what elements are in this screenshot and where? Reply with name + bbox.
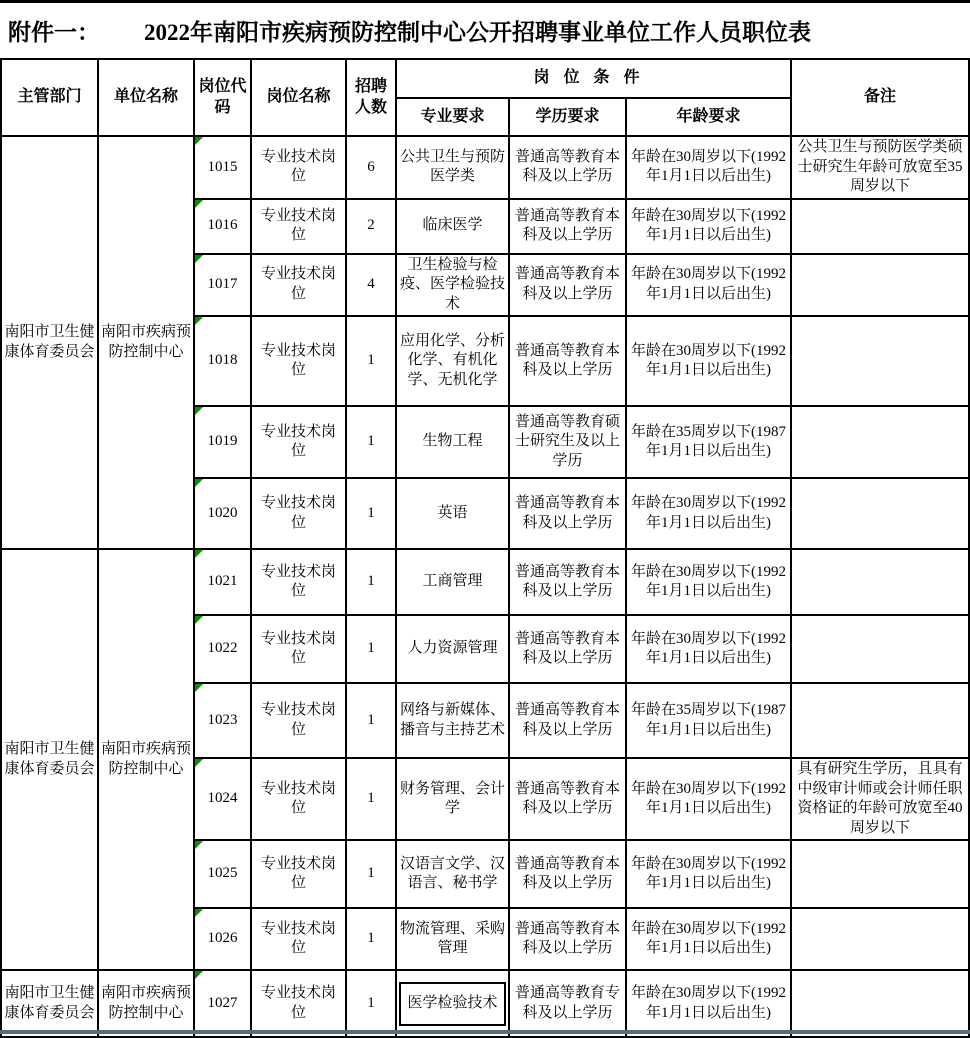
cell-code [194, 199, 251, 254]
cell-education: 普通高等教育硕士研究生及以上学历 [509, 406, 626, 478]
cell-remark [791, 615, 969, 683]
text-format-indicator-icon [195, 684, 203, 692]
cell-code [194, 970, 251, 1037]
code-value: 1016 [207, 217, 238, 234]
text-format-indicator-icon [195, 616, 203, 624]
col-header-education: 学历要求 [509, 98, 626, 136]
cell-name: 专业技术岗位 [251, 478, 346, 549]
cell-major: 工商管理 [396, 549, 509, 615]
bottom-edge-line [0, 1030, 970, 1034]
code-value: 1023 [207, 711, 238, 728]
cell-major: 卫生检验与检疫、医学检验技术 [396, 254, 509, 317]
text-format-indicator-icon [195, 317, 203, 325]
cell-code [194, 316, 251, 406]
cell-age: 年龄在30周岁以下(1992年1月1日以后出生) [626, 478, 791, 549]
code-value: 1020 [207, 504, 238, 521]
code-value: 1021 [207, 573, 238, 590]
cell-name: 专业技术岗位 [251, 758, 346, 840]
selected-cell-outline [399, 982, 506, 1026]
cell-name: 专业技术岗位 [251, 136, 346, 199]
cell-remark [791, 908, 969, 970]
cell-age: 年龄在30周岁以下(1992年1月1日以后出生) [626, 758, 791, 840]
cell-major: 临床医学 [396, 199, 509, 254]
cell-age: 年龄在30周岁以下(1992年1月1日以后出生) [626, 840, 791, 908]
text-format-indicator-icon [195, 971, 203, 979]
cell-remark: 公共卫生与预防医学类硕士研究生年龄可放宽至35周岁以下 [791, 136, 969, 199]
title-bar [0, 3, 970, 58]
cell-age: 年龄在30周岁以下(1992年1月1日以后出生) [626, 254, 791, 317]
text-format-indicator-icon [195, 255, 203, 263]
cell-code [194, 254, 251, 317]
col-header-code: 岗位代码 [194, 59, 251, 136]
cell-count: 1 [346, 615, 396, 683]
cell-count: 4 [346, 254, 396, 317]
cell-education: 普通高等教育专科及以上学历 [509, 970, 626, 1037]
cell-name: 专业技术岗位 [251, 840, 346, 908]
cell-age: 年龄在30周岁以下(1992年1月1日以后出生) [626, 908, 791, 970]
cell-remark: 具有研究生学历，且具有中级审计师或会计师任职资格证的年龄可放宽至40周岁以下 [791, 758, 969, 840]
cell-education: 普通高等教育本科及以上学历 [509, 316, 626, 406]
cell-count: 1 [346, 406, 396, 478]
cell-education: 普通高等教育本科及以上学历 [509, 840, 626, 908]
code-value: 1015 [207, 158, 238, 175]
cell-major: 财务管理、会计学 [396, 758, 509, 840]
text-format-indicator-icon [195, 550, 203, 558]
cell-unit: 南阳市疾病预防控制中心 [98, 970, 194, 1037]
cell-major: 生物工程 [396, 406, 509, 478]
cell-name: 专业技术岗位 [251, 908, 346, 970]
cell-count: 1 [346, 840, 396, 908]
cell-education: 普通高等教育本科及以上学历 [509, 136, 626, 199]
cell-remark [791, 478, 969, 549]
cell-remark [791, 549, 969, 615]
col-header-conditions: 岗位条件 [396, 59, 791, 98]
cell-name: 专业技术岗位 [251, 316, 346, 406]
cell-dept: 南阳市卫生健康体育委员会 [1, 549, 98, 970]
cell-count: 1 [346, 683, 396, 758]
text-format-indicator-icon [195, 841, 203, 849]
cell-name: 专业技术岗位 [251, 199, 346, 254]
major-value: 医学检验技术 [407, 994, 498, 1011]
col-header-major: 专业要求 [396, 98, 509, 136]
text-format-indicator-icon [195, 200, 203, 208]
cell-major: 公共卫生与预防医学类 [396, 136, 509, 199]
cell-remark [791, 840, 969, 908]
cell-code [194, 136, 251, 199]
cell-age: 年龄在35周岁以下(1987年1月1日以后出生) [626, 406, 791, 478]
code-value: 1022 [207, 640, 238, 657]
table-row [1, 136, 969, 199]
cell-age: 年龄在30周岁以下(1992年1月1日以后出生) [626, 316, 791, 406]
cell-code [194, 406, 251, 478]
cell-unit: 南阳市疾病预防控制中心 [98, 136, 194, 549]
cell-education: 普通高等教育本科及以上学历 [509, 908, 626, 970]
text-format-indicator-icon [195, 759, 203, 767]
cell-dept: 南阳市卫生健康体育委员会 [1, 970, 98, 1037]
code-value: 1025 [207, 865, 238, 882]
code-value: 1019 [207, 433, 238, 450]
cell-education: 普通高等教育本科及以上学历 [509, 683, 626, 758]
cell-code [194, 683, 251, 758]
cell-name: 专业技术岗位 [251, 254, 346, 317]
cell-age: 年龄在30周岁以下(1992年1月1日以后出生) [626, 615, 791, 683]
cell-education: 普通高等教育本科及以上学历 [509, 758, 626, 840]
cell-count: 1 [346, 908, 396, 970]
cell-code [194, 549, 251, 615]
cell-code [194, 758, 251, 840]
cell-name: 专业技术岗位 [251, 970, 346, 1037]
cell-age: 年龄在35周岁以下(1987年1月1日以后出生) [626, 683, 791, 758]
col-header-name: 岗位名称 [251, 59, 346, 136]
cell-dept: 南阳市卫生健康体育委员会 [1, 136, 98, 549]
cell-count: 1 [346, 478, 396, 549]
cell-remark [791, 970, 969, 1037]
cell-age: 年龄在30周岁以下(1992年1月1日以后出生) [626, 970, 791, 1037]
page-title: 2022年南阳市疾病预防控制中心公开招聘事业单位工作人员职位表 [144, 20, 811, 45]
text-format-indicator-icon [195, 407, 203, 415]
cell-remark [791, 254, 969, 317]
cell-name: 专业技术岗位 [251, 683, 346, 758]
text-format-indicator-icon [195, 479, 203, 487]
attachment-label: 附件一： [8, 20, 100, 45]
col-header-age: 年龄要求 [626, 98, 791, 136]
cell-remark [791, 406, 969, 478]
cell-code [194, 478, 251, 549]
cell-remark [791, 683, 969, 758]
cell-code [194, 908, 251, 970]
header-row-top [1, 59, 969, 98]
cell-major: 英语 [396, 478, 509, 549]
cell-count: 1 [346, 758, 396, 840]
cell-education: 普通高等教育本科及以上学历 [509, 254, 626, 317]
cell-major: 汉语言文学、汉语言、秘书学 [396, 840, 509, 908]
cell-count: 2 [346, 199, 396, 254]
cell-major: 应用化学、分析化学、有机化学、无机化学 [396, 316, 509, 406]
text-format-indicator-icon [195, 909, 203, 917]
cell-education: 普通高等教育本科及以上学历 [509, 549, 626, 615]
cell-education: 普通高等教育本科及以上学历 [509, 615, 626, 683]
table-row [1, 970, 969, 1037]
cell-major: 物流管理、采购管理 [396, 908, 509, 970]
cell-remark [791, 316, 969, 406]
cell-age: 年龄在30周岁以下(1992年1月1日以后出生) [626, 136, 791, 199]
code-value: 1026 [207, 930, 238, 947]
cell-name: 专业技术岗位 [251, 615, 346, 683]
cell-major: 人力资源管理 [396, 615, 509, 683]
col-header-dept: 主管部门 [1, 59, 98, 136]
cell-major [396, 970, 509, 1037]
text-format-indicator-icon [195, 137, 203, 145]
cell-age: 年龄在30周岁以下(1992年1月1日以后出生) [626, 549, 791, 615]
cell-remark [791, 199, 969, 254]
cell-name: 专业技术岗位 [251, 406, 346, 478]
col-header-remark: 备注 [791, 59, 969, 136]
col-header-unit: 单位名称 [98, 59, 194, 136]
cell-name: 专业技术岗位 [251, 549, 346, 615]
cell-code [194, 840, 251, 908]
cell-count: 1 [346, 549, 396, 615]
cell-major: 网络与新媒体、播音与主持艺术 [396, 683, 509, 758]
code-value: 1027 [207, 994, 238, 1011]
cell-count: 6 [346, 136, 396, 199]
cell-count: 1 [346, 970, 396, 1037]
code-value: 1018 [207, 352, 238, 369]
col-header-count: 招聘人数 [346, 59, 396, 136]
table-row [1, 549, 969, 615]
cell-unit: 南阳市疾病预防控制中心 [98, 549, 194, 970]
cell-age: 年龄在30周岁以下(1992年1月1日以后出生) [626, 199, 791, 254]
positions-table [0, 58, 970, 1038]
cell-education: 普通高等教育本科及以上学历 [509, 199, 626, 254]
cell-education: 普通高等教育本科及以上学历 [509, 478, 626, 549]
code-value: 1017 [207, 276, 238, 292]
cell-count: 1 [346, 316, 396, 406]
cell-code [194, 615, 251, 683]
code-value: 1024 [207, 790, 238, 807]
